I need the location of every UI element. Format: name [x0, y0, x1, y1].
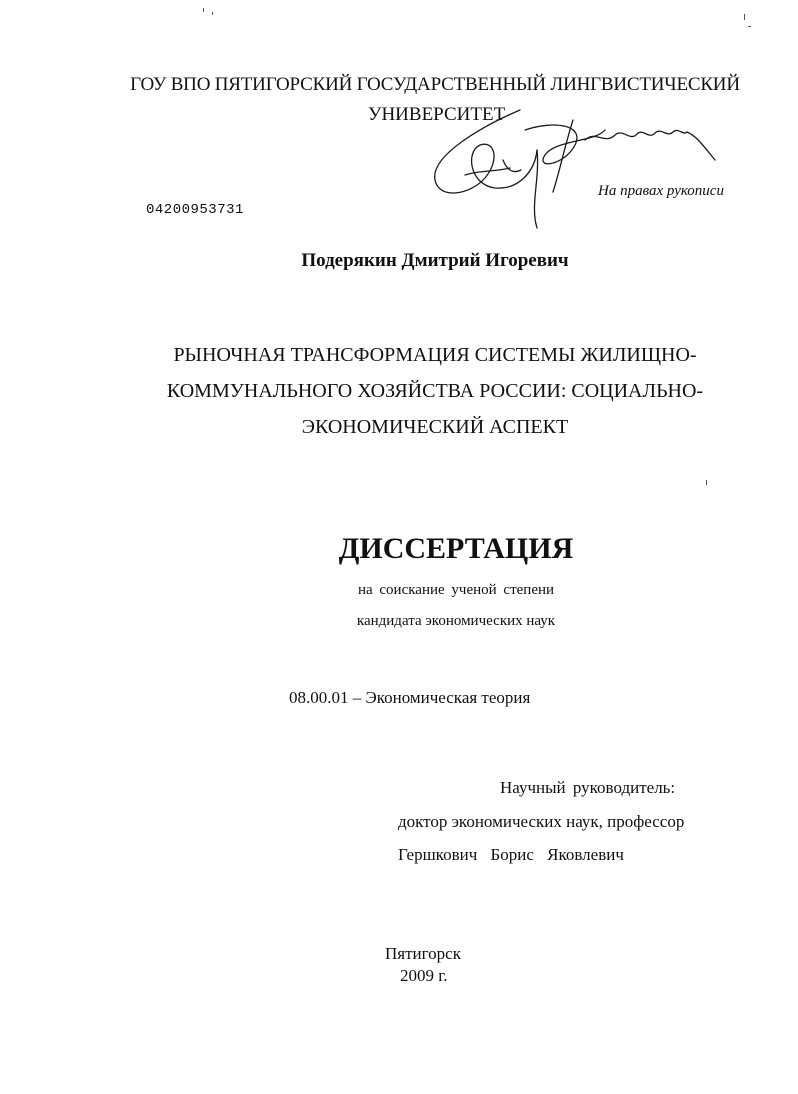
scan-speck — [748, 26, 751, 27]
scan-speck — [203, 8, 204, 12]
scan-speck — [212, 12, 213, 15]
degree-line: на соискание ученой степени — [357, 582, 555, 598]
handwritten-signature — [425, 100, 725, 230]
advisor-label: Научный руководитель: — [500, 778, 676, 797]
specialty-code: 08.00.01 – Экономическая теория — [289, 688, 531, 707]
scan-speck — [744, 14, 745, 20]
manuscript-rights-note: На правах рукописи — [598, 183, 724, 199]
author-name: Подерякин Дмитрий Игоревич — [301, 250, 569, 271]
university-name-line2: УНИВЕРСИТЕТ — [368, 104, 506, 125]
dissertation-title-line: КОММУНАЛЬНОГО ХОЗЯЙСТВА РОССИИ: СОЦИАЛЬНО- — [166, 380, 704, 402]
degree-line: кандидата экономических наук — [356, 613, 556, 629]
advisor-degree: доктор экономических наук, профессор — [398, 812, 685, 831]
dissertation-title-line: ЭКОНОМИЧЕСКИЙ АСПЕКТ — [301, 416, 569, 438]
document-code: 04200953731 — [146, 202, 244, 218]
year: 2009 г. — [400, 966, 448, 985]
city: Пятигорск — [385, 944, 461, 963]
university-name-line1: ГОУ ВПО ПЯТИГОРСКИЙ ГОСУДАРСТВЕННЫЙ ЛИНГВИСТИЧЕСКИЙ — [130, 74, 740, 95]
dissertation-title-line: РЫНОЧНАЯ ТРАНСФОРМАЦИЯ СИСТЕМЫ ЖИЛИЩНО- — [173, 344, 697, 366]
document-type-heading: ДИССЕРТАЦИЯ — [338, 532, 574, 565]
scan-speck — [706, 480, 707, 485]
advisor-name: Гершкович Борис Яковлевич — [398, 845, 624, 864]
